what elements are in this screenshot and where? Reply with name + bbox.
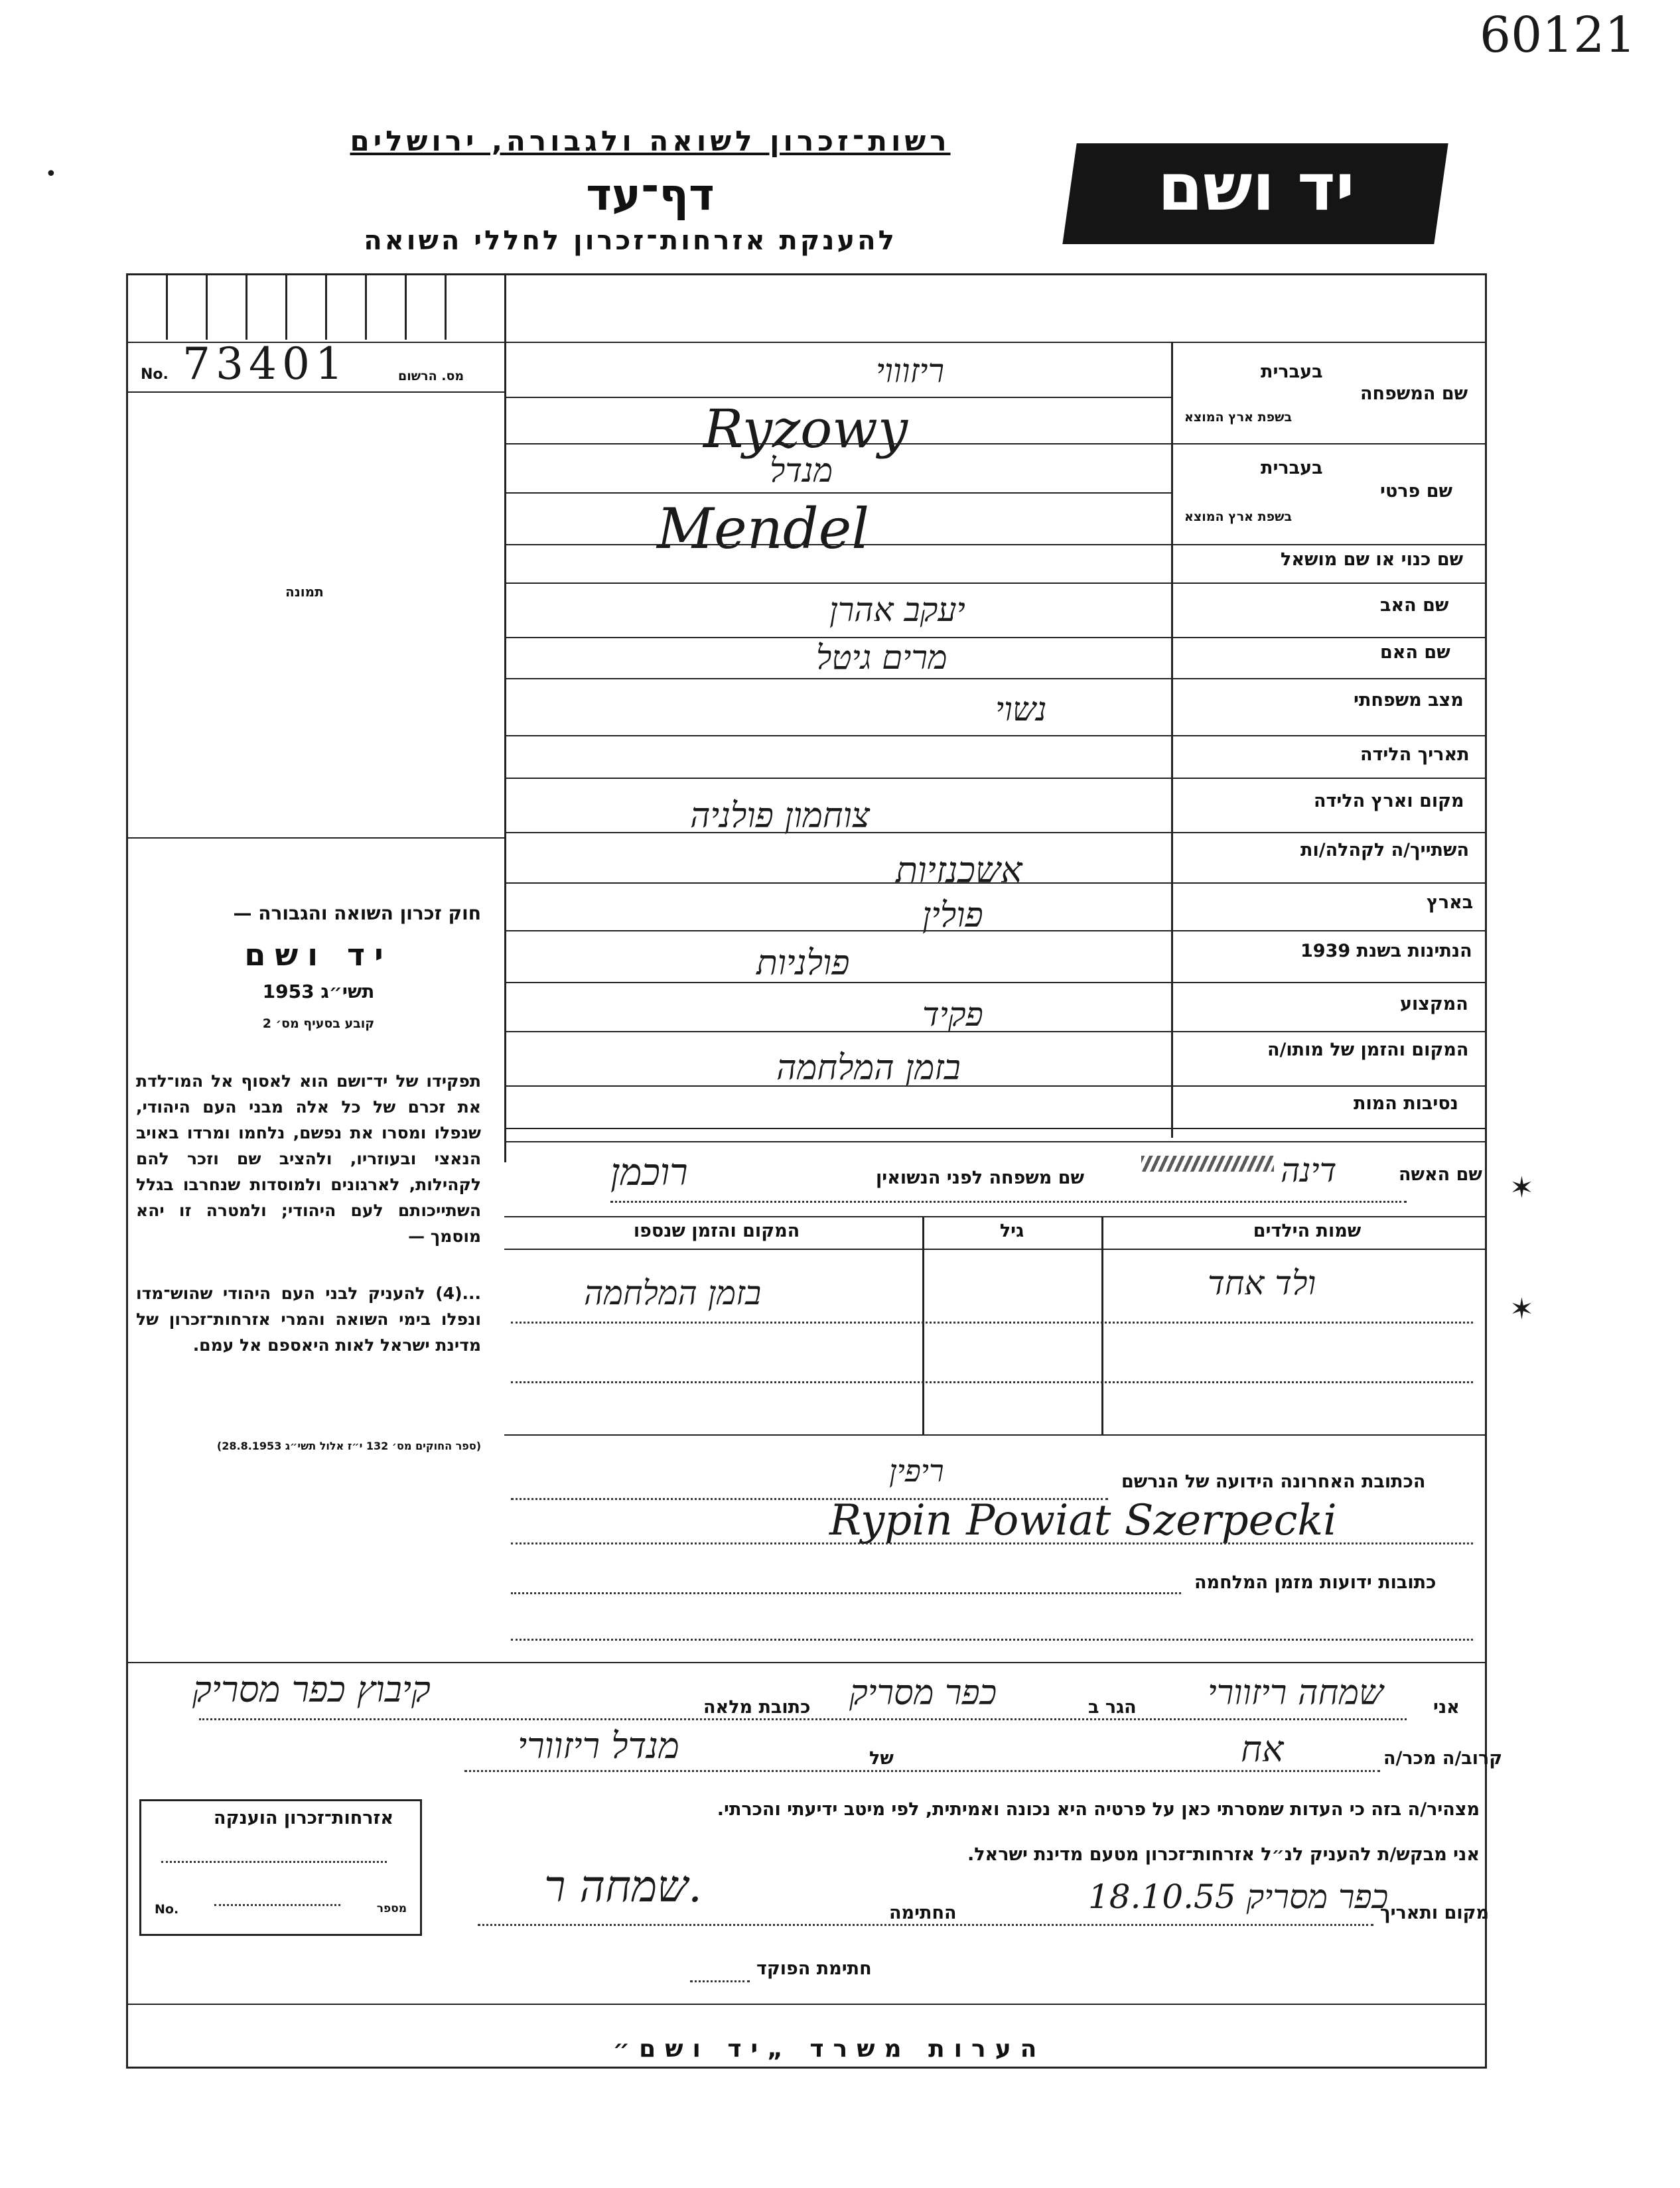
first-name-hebrew-value: מנדל bbox=[770, 451, 833, 490]
family-name-sub-origin: בשפת ארץ המוצא bbox=[1184, 410, 1293, 425]
child-name: ולד אחד bbox=[1208, 1264, 1316, 1302]
profession-value: פקיד bbox=[922, 995, 983, 1034]
mother-value: מרים גיטל bbox=[816, 638, 947, 677]
birth-place-value: צוחמון פולניה bbox=[690, 796, 871, 836]
wife-label: שם האשה bbox=[1399, 1164, 1482, 1185]
birth-place-label: מקום וארץ הלידה bbox=[1314, 791, 1464, 811]
declarant-address-label: כתובת מלאה bbox=[703, 1697, 811, 1718]
maiden-name-value: רוכמן bbox=[610, 1151, 688, 1194]
relation-value: אח bbox=[1241, 1728, 1284, 1770]
citizenship-number-label: מספר bbox=[376, 1902, 407, 1915]
law-clause: קובע בסעיף מס׳ 2 bbox=[262, 1016, 375, 1031]
last-address-latin: Rypin Powiat Szerpecki bbox=[829, 1496, 1337, 1545]
margin-star-2: ✶ bbox=[1509, 1292, 1534, 1326]
family-name-sub-hebrew: בעברית bbox=[1261, 362, 1323, 382]
maiden-name-label: שם משפחה לפני הנשואין bbox=[876, 1168, 1085, 1188]
children-header-age: גיל bbox=[999, 1221, 1024, 1241]
officer-signature-label: חתימת הפוקד bbox=[756, 1958, 872, 1979]
community-label: השתייך/ה לקהלה/ות bbox=[1300, 840, 1469, 860]
logo-text: יד ושם bbox=[1157, 150, 1355, 226]
law-paragraph-2: ...(4) להעניק לבני העם היהודי שהוש־מדו ונפלו בימי השואה והמרי אזרחות־זכרון של מדינת ישראל לאות היאספם אל עמם. bbox=[136, 1284, 481, 1355]
wartime-address-label: כתובות ידועות מזמן המלחמה bbox=[1194, 1572, 1436, 1593]
signature: שמחה ר. bbox=[544, 1861, 702, 1912]
office-notes-title: הערות משרד „יד ושם״ bbox=[612, 2035, 1046, 2063]
registration-label: מס. הרשום bbox=[398, 369, 464, 383]
law-paragraph-1: תפקידו של יד־ושם הוא לאסוף אל המו־לדת את זכרם של כל אלה מבני העם היהודי, שנפלו ומסרו את נפשם, נלחמו ומרדו באויב הנאצי ובעוזריו, ולהציב שם וזכר להם לקהילות, לארגונים ולמוסדות שנחרבו בגלל השתייכותם לעם היהודי; ולמטרה זו יהא מוסמך — bbox=[136, 1071, 481, 1246]
marital-status-value: נשוי bbox=[995, 690, 1047, 728]
law-name: יד ושם bbox=[244, 937, 393, 973]
first-name-sub-hebrew: בעברית bbox=[1261, 458, 1323, 478]
father-value: יעקב אהרן bbox=[829, 590, 965, 629]
first-name-label: שם פרטי bbox=[1380, 481, 1452, 502]
profession-label: המקצוע bbox=[1400, 994, 1468, 1014]
law-year: תשי״ג 1953 bbox=[262, 981, 375, 1002]
declarant-i-label: אני bbox=[1433, 1697, 1460, 1718]
children-header-names: שמות הילדים bbox=[1253, 1221, 1362, 1241]
margin-star-1: ✶ bbox=[1509, 1171, 1534, 1205]
death-circumstances-label: נסיבות המות bbox=[1354, 1093, 1458, 1114]
form-subtitle: להענקת אזרחות־זכרון לחללי השואה bbox=[364, 226, 897, 256]
last-address-label: הכתובת האחרונה הידועה של הנרשם bbox=[1121, 1471, 1426, 1492]
archive-number: 60121 bbox=[1480, 7, 1636, 64]
death-place-time-value: בזמן המלחמה bbox=[776, 1048, 961, 1088]
family-name-label: שם המשפחה bbox=[1360, 383, 1468, 404]
nickname-label: שם כנוי או שם מושאל bbox=[1281, 549, 1464, 570]
registration-no-label: No. bbox=[141, 366, 169, 383]
of-label: של bbox=[869, 1748, 894, 1769]
left-margin-mark: • bbox=[45, 163, 57, 186]
declare-text: מצהיר/ה בזה כי העדות שמסרתי כאן על פרטיה היא נכונה ואמיתית, לפי מיטב ידיעתי והכרתי. bbox=[717, 1799, 1480, 1820]
mother-label: שם האם bbox=[1380, 642, 1450, 663]
of-name: מנדל ריזוורי bbox=[518, 1725, 679, 1767]
country-label: בארץ bbox=[1427, 892, 1474, 913]
photo-label: תמונה bbox=[285, 584, 324, 600]
citizenship-1939-label: הנתינות בשנת 1939 bbox=[1300, 941, 1472, 961]
country-value: פולין bbox=[922, 896, 983, 935]
law-title: חוק זכרון השואה והגבורה — bbox=[233, 902, 481, 924]
citizenship-granted-title: אזרחות־זכרון הוענקה bbox=[214, 1808, 393, 1828]
death-place-time-label: המקום והזמן של מותו/ה bbox=[1267, 1040, 1469, 1060]
child-place-time: בזמן המלחמה bbox=[584, 1274, 762, 1312]
community-value: אשכנזיות bbox=[896, 849, 1022, 891]
signature-label: החתימה bbox=[889, 1903, 957, 1923]
yad-vashem-logo bbox=[1062, 143, 1448, 244]
citizenship-no-label: No. bbox=[155, 1902, 179, 1917]
citizenship-granted-box bbox=[139, 1799, 422, 1936]
declarant-address: קיבוץ כפר מסריק bbox=[192, 1669, 431, 1710]
citizenship-number-row bbox=[141, 1894, 420, 1921]
first-name-origin-value: Mendel bbox=[657, 496, 870, 561]
last-address-hebrew: ריפין bbox=[889, 1453, 944, 1489]
request-text: אני מבקש/ת להעניק לנ״ל אזרחות־זכרון מטעם מדינת ישראל. bbox=[967, 1844, 1480, 1865]
father-label: שם האב bbox=[1380, 595, 1449, 616]
declarant-resides-label: הגר ב bbox=[1088, 1697, 1137, 1718]
institution-name: רשות־זכרון לשואה ולגבורה, ירושלים bbox=[350, 125, 951, 157]
place-date-value: כפר מסריק 18.10.55 bbox=[1088, 1878, 1389, 1916]
first-name-sub-origin: בשפת ארץ המוצא bbox=[1184, 510, 1293, 524]
declarant-city: כפר מסריק bbox=[849, 1673, 997, 1713]
wife-value-strikeout bbox=[1141, 1156, 1274, 1172]
family-name-origin-value: Ryzowy bbox=[703, 398, 908, 460]
declarant-name: שמחה ריזוורי bbox=[1208, 1673, 1383, 1713]
citizenship-1939-value: פולניות bbox=[756, 943, 850, 983]
law-citation: (ספר החוקים מס׳ 132 י״ז אלול תשי״ג 28.8.1953) bbox=[216, 1440, 481, 1452]
registration-number: 73401 bbox=[182, 338, 348, 389]
birth-date-label: תאריך הלידה bbox=[1360, 744, 1470, 765]
form-title: דף־עד bbox=[586, 169, 715, 220]
relation-label: קרוב/ה מכר/ה bbox=[1383, 1748, 1503, 1769]
children-header-place-time: המקום והזמן שנספו bbox=[633, 1221, 800, 1241]
place-date-label: מקום ותאריך bbox=[1380, 1903, 1490, 1923]
marital-status-label: מצב משפחתי bbox=[1354, 690, 1464, 711]
family-name-hebrew-value: ריזוווי bbox=[876, 352, 945, 390]
wife-value: דינה bbox=[1281, 1151, 1337, 1190]
